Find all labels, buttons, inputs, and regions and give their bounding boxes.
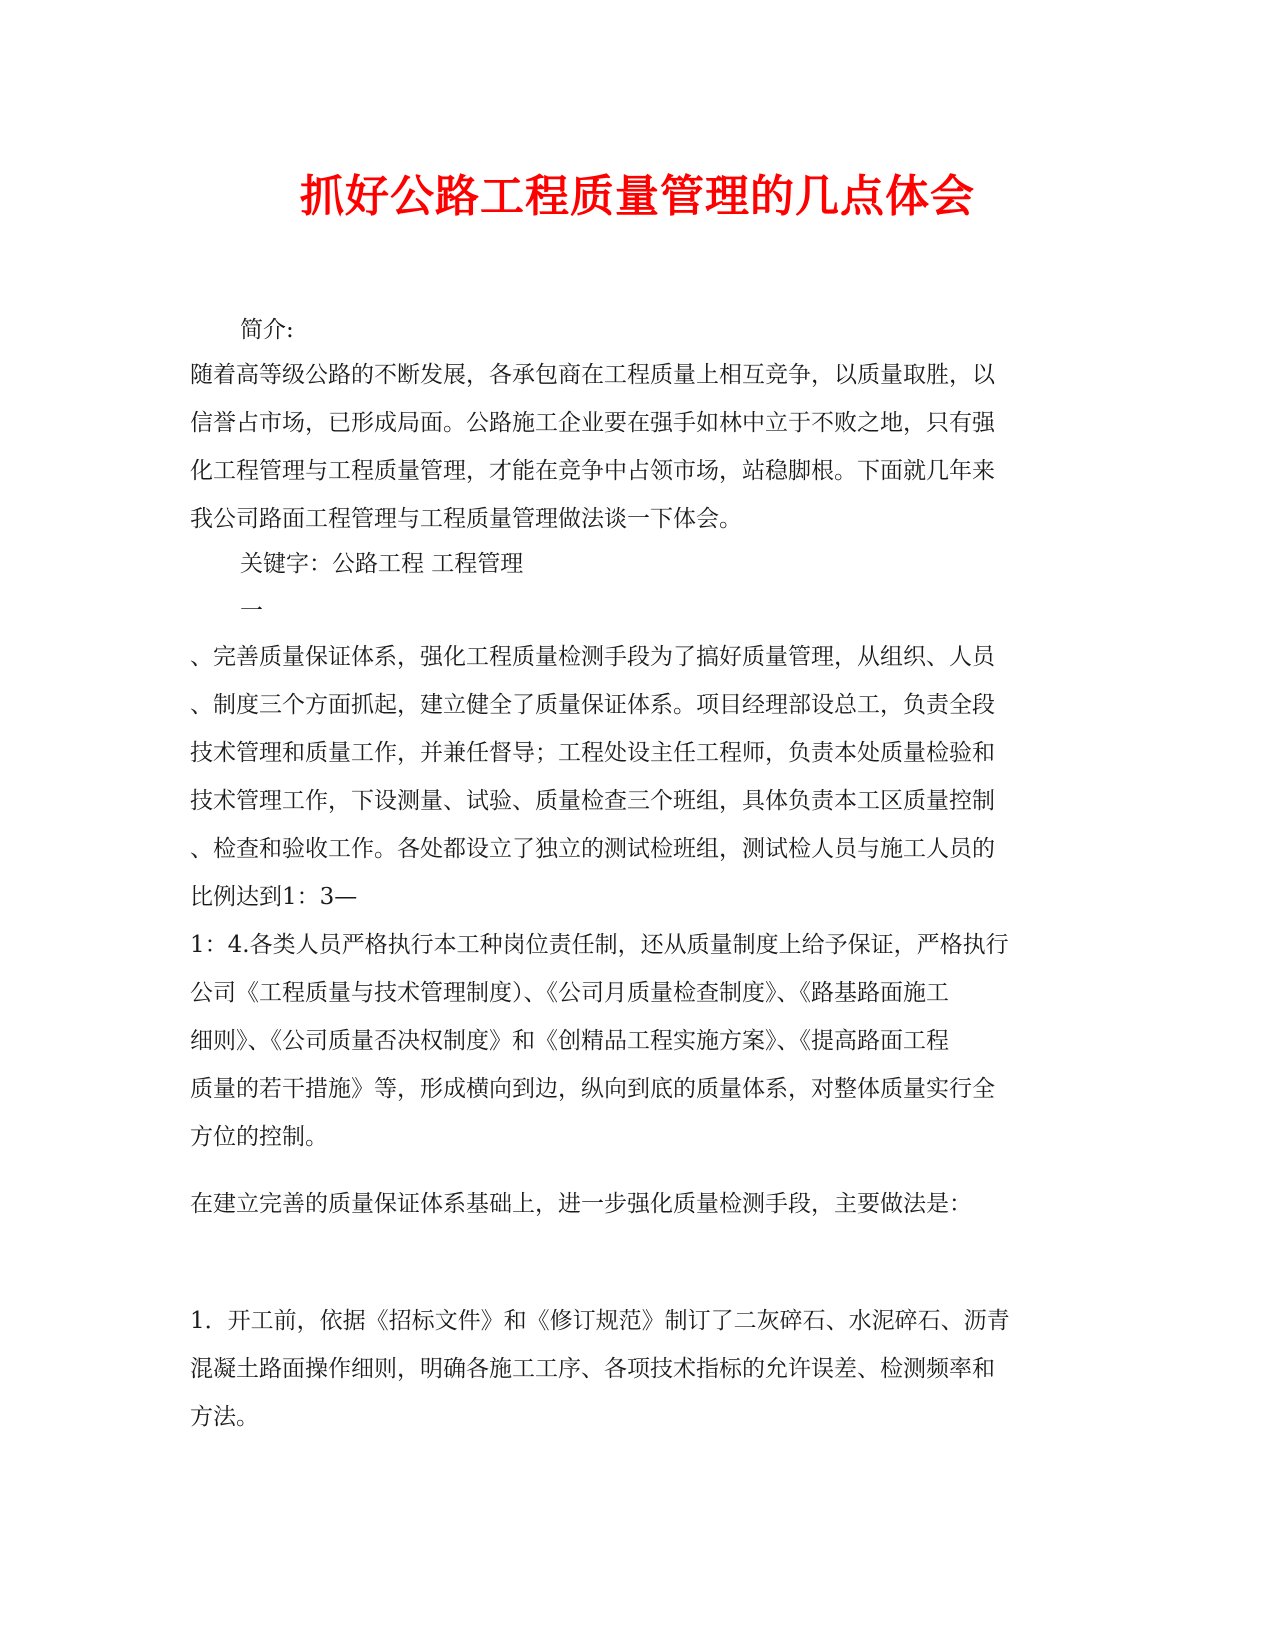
- section1-line: 、制度三个方面抓起，建立健全了质量保证体系。项目经理部设总工，负责全段: [190, 692, 995, 718]
- intro-line: 信誉占市场，已形成局面。公路施工企业要在强手如林中立于不败之地，只有强: [190, 410, 995, 436]
- intro-line: 随着高等级公路的不断发展，各承包商在工程质量上相互竞争，以质量取胜，以: [190, 362, 995, 388]
- intro-line: 我公司路面工程管理与工程质量管理做法谈一下体会。: [190, 506, 742, 532]
- section1-line: 细则》、《公司质量否决权制度》和《创精品工程实施方案》、《提高路面工程: [190, 1028, 949, 1054]
- section1-line: 1：4.各类人员严格执行本工种岗位责任制，还从质量制度上给予保证，严格执行: [190, 932, 1009, 958]
- section1-line: 质量的若干措施》等，形成横向到边，纵向到底的质量体系，对整体质量实行全: [190, 1076, 995, 1102]
- document-title: 抓好公路工程质量管理的几点体会: [300, 171, 975, 222]
- section1-line: 方位的控制。: [190, 1124, 328, 1150]
- item1-line: 方法。: [190, 1404, 259, 1430]
- paragraph-2: 在建立完善的质量保证体系基础上，进一步强化质量检测手段，主要做法是：: [190, 1191, 972, 1217]
- intro-line: 化工程管理与工程质量管理，才能在竞争中占领市场，站稳脚根。下面就几年来: [190, 458, 995, 484]
- section1-line: 比例达到1：3—: [190, 884, 358, 910]
- item1-line: 1．开工前，依据《招标文件》和《修订规范》制订了二灰碎石、水泥碎石、沥青: [190, 1308, 1010, 1334]
- section1-line: 、完善质量保证体系，强化工程质量检测手段为了搞好质量管理，从组织、人员: [190, 644, 995, 670]
- intro-paragraph: [190, 351, 1070, 543]
- intro-label: 简介:: [240, 317, 294, 343]
- item1-paragraph: [190, 1297, 1070, 1441]
- item1-line: 混凝土路面操作细则，明确各施工工序、各项技术指标的允许误差、检测频率和: [190, 1356, 995, 1382]
- section1-line: 公司《工程质量与技术管理制度）、《公司月质量检查制度》、《路基路面施工: [190, 980, 949, 1006]
- keywords-line: 关键字：公路工程 工程管理: [240, 551, 524, 577]
- section1-line: 技术管理工作，下设测量、试验、质量检查三个班组，具体负责本工区质量控制: [190, 788, 995, 814]
- section1-line: 、检查和验收工作。各处都设立了独立的测试检班组，测试检人员与施工人员的: [190, 836, 995, 862]
- section-number-mark: 一: [240, 598, 263, 624]
- section1-line: 技术管理和质量工作，并兼任督导；工程处设主任工程师，负责本处质量检验和: [190, 740, 995, 766]
- section1-paragraph: [190, 633, 1070, 1161]
